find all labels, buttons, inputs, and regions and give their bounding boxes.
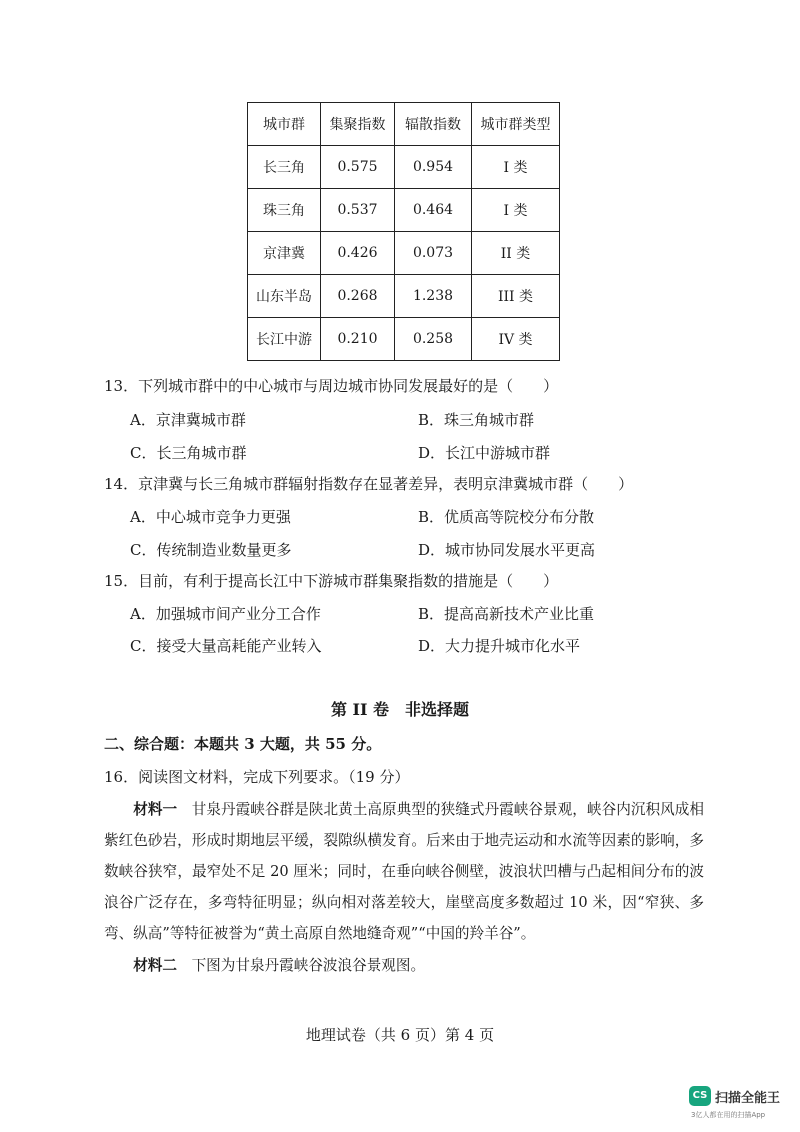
question-13-option-a[interactable]: A．京津冀城市群 xyxy=(130,411,246,429)
table-cell: 0.258 xyxy=(395,318,472,361)
question-13-option-b[interactable]: B．珠三角城市群 xyxy=(418,411,535,429)
material-1-text: 甘泉丹霞峡谷群是陕北黄土高原典型的狭缝式丹霞峡谷景观，峡谷内沉积风成相紫红色砂岩，形成时期地层平缓，裂隙纵横发育。后来由于地壳运动和水流等因素的影响，多数峡谷狭窄，最窄处不足 20 厘米；同时，在垂向峡谷侧壁，波浪状凹槽与凸起相间分布的波浪谷广泛存在，多弯特征明显；纵向相对落差较大，崖壁高度多数超过 10 米，因“窄狭、多弯、纵高”等特征被誉为“黄土高原自然地缝奇观”“中国的羚羊谷”。 xyxy=(104,801,704,942)
table-cell: 0.073 xyxy=(395,232,472,275)
city-cluster-table xyxy=(247,102,560,361)
table-row xyxy=(248,275,560,318)
question-15-option-b[interactable]: B．提高高新技术产业比重 xyxy=(418,605,595,623)
section-heading: 二、综合题：本题共 3 大题，共 55 分。 xyxy=(104,735,382,753)
table-cell: I 类 xyxy=(472,146,560,189)
table-cell: I 类 xyxy=(472,189,560,232)
material-2-paragraph xyxy=(104,950,704,981)
table-cell: 珠三角 xyxy=(248,189,321,232)
table-row xyxy=(248,189,560,232)
table-cell: 长三角 xyxy=(248,146,321,189)
page-footer: 地理试卷（共 6 页）第 4 页 xyxy=(305,1026,495,1044)
table-cell: 0.954 xyxy=(395,146,472,189)
table-header-row xyxy=(248,103,560,146)
table-cell: 0.575 xyxy=(321,146,395,189)
question-15-option-d[interactable]: D．大力提升城市化水平 xyxy=(418,637,581,655)
table-header-cell: 城市群类型 xyxy=(472,103,560,146)
material-1-label: 材料一 xyxy=(133,801,178,818)
table-cell: 0.268 xyxy=(321,275,395,318)
table-row xyxy=(248,146,560,189)
camscanner-logo-icon: CS xyxy=(689,1086,711,1106)
table-header-cell: 辐散指数 xyxy=(395,103,472,146)
table-cell: 京津冀 xyxy=(248,232,321,275)
scanner-watermark xyxy=(689,1086,793,1126)
table-row xyxy=(248,232,560,275)
question-14-option-b[interactable]: B．优质高等院校分布分散 xyxy=(418,508,595,526)
question-13-option-d[interactable]: D．长江中游城市群 xyxy=(418,444,551,462)
table-header-cell: 城市群 xyxy=(248,103,321,146)
material-1-paragraph xyxy=(104,794,704,949)
material-2-label: 材料二 xyxy=(133,957,177,974)
question-14-stem: 14．京津冀与长三角城市群辐射指数存在显著差异，表明京津冀城市群（ ） xyxy=(104,475,634,493)
table-cell: 0.537 xyxy=(321,189,395,232)
question-13-option-c[interactable]: C．长三角城市群 xyxy=(130,444,247,462)
table-cell: IV 类 xyxy=(472,318,560,361)
table-cell: 0.210 xyxy=(321,318,395,361)
table-cell: 0.464 xyxy=(395,189,472,232)
table-cell: 1.238 xyxy=(395,275,472,318)
question-15-option-a[interactable]: A．加强城市间产业分工合作 xyxy=(130,605,321,623)
question-14-option-c[interactable]: C．传统制造业数量更多 xyxy=(130,541,292,559)
material-2-text: 下图为甘泉丹霞峡谷波浪谷景观图。 xyxy=(176,957,426,974)
question-14-option-a[interactable]: A．中心城市竞争力更强 xyxy=(130,508,291,526)
table-cell: II 类 xyxy=(472,232,560,275)
part-2-title: 第 II 卷 非选择题 xyxy=(330,700,470,719)
watermark-brand: 扫描全能王 xyxy=(715,1091,781,1106)
question-16-stem: 16．阅读图文材料，完成下列要求。（19 分） xyxy=(104,768,410,786)
question-14-option-d[interactable]: D．城市协同发展水平更高 xyxy=(418,541,596,559)
table-cell: III 类 xyxy=(472,275,560,318)
question-13-stem: 13．下列城市群中的中心城市与周边城市协同发展最好的是（ ） xyxy=(104,377,559,395)
watermark-tagline: 3亿人都在用的扫描App xyxy=(691,1111,766,1119)
question-15-option-c[interactable]: C．接受大量高耗能产业转入 xyxy=(130,637,322,655)
table-cell: 0.426 xyxy=(321,232,395,275)
table-cell: 长江中游 xyxy=(248,318,321,361)
table-header-cell: 集聚指数 xyxy=(321,103,395,146)
table-row xyxy=(248,318,560,361)
table-cell: 山东半岛 xyxy=(248,275,321,318)
question-15-stem: 15．目前，有利于提高长江中下游城市群集聚指数的措施是（ ） xyxy=(104,572,559,590)
